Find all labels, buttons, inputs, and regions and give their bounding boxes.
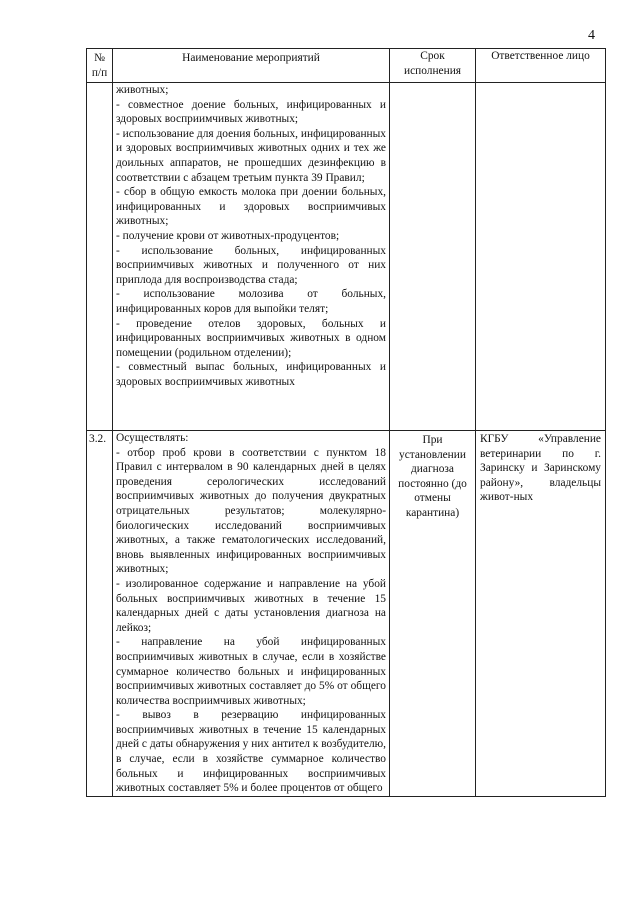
measure-text: - направление на убой инфицированных восприимчивых животных в случае, если в хозяйстве суммарное количество больных и инфицированных восприимчивых животных составляет до 5% от общего количества восприимчивых животных;: [116, 636, 386, 707]
measure-text: - использование для доения больных, инфицированных и здоровых восприимчивых животных одних и тех же доильных аппаратов, не прошедших дезинфекцию в соответствии с абзацем третьим пункта 39 Правил;: [116, 127, 386, 184]
measure-text: - совместный выпас больных, инфицированных и здоровых восприимчивых животных: [116, 361, 386, 388]
measure-text: - использование молозива от больных, инфицированных коров для выпойки телят;: [116, 288, 386, 315]
term-cell: При установлении диагноза постоянно (до отмены карантина): [390, 431, 476, 797]
header-number: № п/п: [87, 49, 113, 83]
table-row-3-2: [87, 431, 606, 797]
table-row-continuation: [87, 83, 606, 431]
measure-text: - отбор проб крови в соответствии с пунктом 18 Правил с интервалом в 90 календарных дней в целях проведения серологических исследований восприимчивых животных до получения двукратных отрицательных результатов; молекулярно-биологических исследований восприимчивых животных, а также гематологических исследований, вновь выявленных инфицированных восприимчивых животных;: [116, 446, 386, 576]
page-number: 4: [588, 28, 595, 43]
responsible-text: КГБУ «Управление ветеринарии по г. Заринску и Заринскому району», владельцы живот-ных: [480, 433, 601, 504]
measures-table: [86, 48, 606, 797]
measure-text: - сбор в общую емкость молока при доении больных, инфицированных и здоровых восприимчивых животных;: [116, 186, 386, 228]
header-responsible: Ответственное лицо: [476, 49, 606, 83]
measure-text: животных;: [116, 84, 169, 96]
table-header: [87, 49, 606, 83]
measure-text: - изолированное содержание и направление на убой больных восприимчивых животных в течение 15 календарных дней с даты установления диагноза на лейкоз;: [116, 577, 386, 634]
measure-text: - использование больных, инфицированных восприимчивых животных и полученного от них приплода для воспроизводства стада;: [116, 244, 386, 286]
measure-text: - получение крови от животных-продуцентов;: [116, 229, 340, 242]
header-measures: Наименование мероприятий: [113, 49, 390, 83]
measure-text: - совместное доение больных, инфицированных и здоровых восприимчивых животных;: [116, 98, 386, 126]
term-cell: [390, 83, 476, 431]
row-number-cell: [87, 83, 113, 431]
measure-text: Осуществлять:: [116, 432, 189, 444]
measure-text: - вывоз в резервацию инфицированных восприимчивых животных в течение 15 календарных дней с даты обнаружения у них антител к возбудителю, в случае, если в хозяйстве суммарное количество больных и инфицированных восприимчивых животных составляет 5% и более процентов от общего: [116, 709, 386, 795]
measures-cell: [113, 83, 390, 431]
responsible-cell: [476, 83, 606, 431]
header-term: Срок исполнения: [390, 49, 476, 83]
row-number-cell: 3.2.: [87, 431, 113, 797]
measures-cell: [113, 431, 390, 797]
measure-text: - проведение отелов здоровых, больных и инфицированных восприимчивых животных в одном помещении (родильном отделении);: [116, 317, 386, 359]
responsible-cell: [476, 431, 606, 797]
